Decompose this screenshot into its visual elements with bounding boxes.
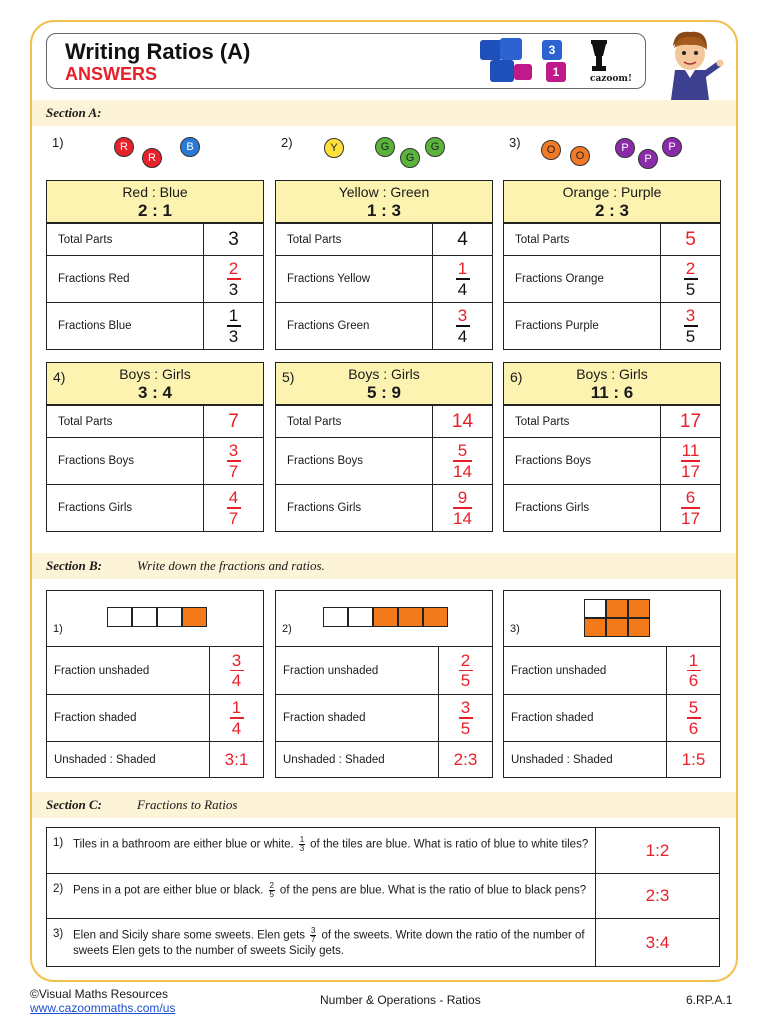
shading-diagram-area <box>47 591 263 647</box>
section-b-label: Section B: <box>46 558 102 573</box>
ratio-value: 1 : 3 <box>366 201 402 220</box>
question-number: 4) <box>53 369 66 385</box>
section-c-label: Section C: <box>46 797 102 812</box>
total-parts-label: Total Parts <box>58 415 113 428</box>
fraction-answer: $\frac{3}{7}$ <box>227 441 241 481</box>
ratio-table-6 <box>503 362 721 532</box>
question-number: 1) <box>53 837 64 849</box>
fraction-label: Fractions Girls <box>515 502 590 514</box>
fraction-row <box>504 255 720 302</box>
shaded-square <box>398 607 423 627</box>
fraction-row <box>504 302 720 349</box>
question-row <box>47 828 719 873</box>
logo-cube-blue <box>500 38 522 60</box>
fraction-answer: $\frac{3}{5}$ <box>459 698 473 738</box>
question-text: 2) Pens in a pot are either blue or black. $\frac{2}{5}$ of the pens are blue. What is the ratio of blue to black pens? <box>53 881 587 899</box>
ratio-names: Boys : Girls <box>348 366 420 382</box>
total-parts-answer: 3 <box>203 224 263 255</box>
fraction-answer: $\frac{1}{3}$ <box>227 306 241 346</box>
total-parts-answer: 4 <box>432 224 492 255</box>
ratio-answer: 3:4 <box>595 919 719 966</box>
shaded-square <box>628 599 650 618</box>
ratio-table-4 <box>46 362 264 532</box>
ratio-label: Unshaded : Shaded <box>54 753 156 766</box>
fraction-label: Fractions Blue <box>58 320 132 332</box>
shaded-square <box>628 618 650 637</box>
fraction-answer: $\frac{2}{5}$ <box>684 259 698 299</box>
total-parts-row <box>504 223 720 255</box>
worksheet-subtitle: ANSWERS <box>65 64 158 84</box>
shaded-square <box>423 607 448 627</box>
ratio-answer: 2:3 <box>595 874 719 918</box>
fraction-answer: $\frac{3}{4}$ <box>456 306 470 346</box>
fraction-row <box>47 647 263 694</box>
section-a-label: Section A: <box>46 105 102 120</box>
total-parts-label: Total Parts <box>515 415 570 428</box>
unshaded-square <box>132 607 157 627</box>
counter-q2-number: 2) <box>281 135 293 150</box>
fraction-label: Fractions Red <box>58 273 130 285</box>
fraction-row <box>47 694 263 741</box>
section-a-header <box>32 100 736 126</box>
counter-purple: P <box>662 137 682 157</box>
ratio-label: Unshaded : Shaded <box>511 753 613 766</box>
fraction-label: Fraction shaded <box>511 712 594 724</box>
section-b-instruction: Write down the fractions and ratios. <box>137 558 325 573</box>
fraction-row <box>504 437 720 484</box>
logo-cube-magenta <box>514 64 532 80</box>
fraction-label: Fractions Purple <box>515 320 599 332</box>
total-parts-row <box>47 405 263 437</box>
ratio-answer: 3:1 <box>209 742 263 777</box>
fraction-row <box>276 437 492 484</box>
total-parts-answer: 7 <box>203 406 263 437</box>
total-parts-label: Total Parts <box>515 233 570 246</box>
counter-green: G <box>375 137 395 157</box>
fraction-label: Fractions Yellow <box>287 273 371 285</box>
fractions-to-ratios-table <box>46 827 720 967</box>
question-row <box>47 918 719 966</box>
total-parts-label: Total Parts <box>58 233 113 246</box>
total-parts-row <box>47 223 263 255</box>
fraction-answer: $\frac{3}{4}$ <box>230 651 244 691</box>
shaded-square <box>584 618 606 637</box>
fraction-row <box>276 302 492 349</box>
ratio-table-1 <box>46 180 264 350</box>
fraction-answer: $\frac{4}{7}$ <box>227 488 241 528</box>
fraction-label: Fractions Boys <box>515 455 592 467</box>
ratio-table-header <box>504 181 720 223</box>
fraction-row <box>276 484 492 531</box>
fraction-row <box>276 694 492 741</box>
footer-credits <box>30 987 175 1015</box>
fraction-answer: $\frac{9}{14}$ <box>453 488 472 528</box>
counter-blue: B <box>180 137 200 157</box>
ratio-value: 2 : 1 <box>137 201 173 220</box>
logo-cube-blue <box>490 60 514 82</box>
fraction-label: Fraction shaded <box>54 712 137 724</box>
total-parts-answer: 5 <box>660 224 720 255</box>
logo-cube-3: 3 <box>542 40 562 60</box>
ratio-answer: 2:3 <box>438 742 492 777</box>
question-text: 1) Tiles in a bathroom are either blue or white. $\frac{1}{3}$ of the tiles are blue. What is ratio of blue to white tiles? <box>53 835 589 853</box>
counter-green: G <box>425 137 445 157</box>
total-parts-answer: 17 <box>660 406 720 437</box>
fraction-row <box>504 647 720 694</box>
shading-table-3 <box>503 590 721 778</box>
counter-purple: P <box>638 149 658 169</box>
question-row <box>47 873 719 918</box>
ratio-table-2 <box>275 180 493 350</box>
fraction-label: Fractions Green <box>287 320 370 332</box>
shading-table-1 <box>46 590 264 778</box>
footer-topic: Number & Operations - Ratios <box>320 993 481 1007</box>
section-c-header <box>32 792 736 818</box>
website-link[interactable]: www.cazoommaths.com/us <box>30 1001 176 1015</box>
counter-purple: P <box>615 138 635 158</box>
fraction-answer: $\frac{5}{6}$ <box>687 698 701 738</box>
counter-orange: O <box>541 140 561 160</box>
ratio-names: Boys : Girls <box>576 366 648 382</box>
fraction-row <box>47 255 263 302</box>
worksheet-title: Writing Ratios (A) <box>65 39 251 64</box>
total-parts-answer: 14 <box>432 406 492 437</box>
ratio-table-header <box>504 363 720 405</box>
inline-fraction: $\frac{3}{7}$ <box>311 926 316 944</box>
ratio-table-header <box>276 363 492 405</box>
counter-yellow: Y <box>324 138 344 158</box>
ratio-row <box>47 741 263 777</box>
ratio-table-header <box>47 363 263 405</box>
fraction-label: Fraction unshaded <box>511 664 607 677</box>
question-number: 3) <box>53 928 64 940</box>
question-number: 2) <box>282 623 292 635</box>
fraction-label: Fractions Orange <box>515 273 604 285</box>
fraction-answer: $\frac{2}{5}$ <box>459 651 473 691</box>
section-c-instruction: Fractions to Ratios <box>137 797 238 812</box>
counter-q1-number: 1) <box>52 135 64 150</box>
fraction-label: Fractions Boys <box>58 455 135 467</box>
fraction-row <box>276 255 492 302</box>
ratio-names: Boys : Girls <box>119 366 191 382</box>
total-parts-row <box>276 223 492 255</box>
inline-fraction: $\frac{2}{5}$ <box>269 881 274 899</box>
total-parts-row <box>276 405 492 437</box>
ratio-names: Orange : Purple <box>562 184 662 200</box>
footer-standard-code: 6.RP.A.1 <box>686 993 733 1007</box>
section-b-header <box>32 553 736 579</box>
unshaded-square <box>348 607 373 627</box>
unshaded-square <box>107 607 132 627</box>
fraction-row <box>47 437 263 484</box>
shaded-square <box>373 607 398 627</box>
fraction-row <box>276 647 492 694</box>
total-parts-row <box>504 405 720 437</box>
fraction-answer: $\frac{2}{3}$ <box>227 259 241 299</box>
ratio-table-3 <box>503 180 721 350</box>
fraction-row <box>504 694 720 741</box>
brand-text: cazoom! <box>590 74 632 84</box>
ratio-row <box>276 741 492 777</box>
fraction-label: Fractions Girls <box>287 502 362 514</box>
inline-fraction: $\frac{1}{3}$ <box>299 835 305 853</box>
fraction-label: Fraction shaded <box>283 712 366 724</box>
ratio-row <box>504 741 720 777</box>
question-number: 3) <box>510 623 520 635</box>
ratio-table-header <box>276 181 492 223</box>
total-parts-label: Total Parts <box>287 415 342 428</box>
fraction-row <box>504 484 720 531</box>
counter-red: R <box>142 148 162 168</box>
shading-diagram-area <box>276 591 492 647</box>
fraction-answer: $\frac{1}{6}$ <box>687 651 701 691</box>
ratio-answer: 1:5 <box>666 742 720 777</box>
fraction-row <box>47 484 263 531</box>
fraction-answer: $\frac{11}{17}$ <box>681 441 700 481</box>
fraction-answer: $\frac{1}{4}$ <box>230 698 244 738</box>
ratio-names: Yellow : Green <box>338 184 430 200</box>
counter-red: R <box>114 137 134 157</box>
ratio-label: Unshaded : Shaded <box>283 753 385 766</box>
ratio-value: 11 : 6 <box>590 383 634 402</box>
fraction-label: Fraction unshaded <box>283 664 379 677</box>
fraction-row <box>47 302 263 349</box>
fraction-answer: $\frac{3}{5}$ <box>684 306 698 346</box>
ratio-value: 3 : 4 <box>137 383 173 402</box>
logo-cube-blue <box>480 40 502 60</box>
ratio-table-5 <box>275 362 493 532</box>
total-parts-label: Total Parts <box>287 233 342 246</box>
counter-orange: O <box>570 146 590 166</box>
unshaded-square <box>157 607 182 627</box>
fraction-answer: $\frac{1}{4}$ <box>456 259 470 299</box>
copyright-text: ©Visual Maths Resources <box>30 987 169 1001</box>
fraction-label: Fractions Girls <box>58 502 133 514</box>
question-number: 2) <box>53 883 64 895</box>
fraction-label: Fraction unshaded <box>54 664 150 677</box>
shaded-square <box>182 607 207 627</box>
unshaded-square <box>323 607 348 627</box>
counter-green: G <box>400 148 420 168</box>
shaded-square <box>606 599 628 618</box>
question-text: 3) Elen and Sicily share some sweets. Elen gets $\frac{3}{7}$ of the sweets. Write down the ratio of the number of sweets Elen gets to the number of sweets Sicily gets. <box>53 926 585 957</box>
shading-table-2 <box>275 590 493 778</box>
question-number: 6) <box>510 369 523 385</box>
counter-q3-number: 3) <box>509 135 521 150</box>
shading-diagram-area <box>504 591 720 647</box>
ratio-value: 5 : 9 <box>366 383 402 402</box>
ratio-table-header <box>47 181 263 223</box>
fraction-label: Fractions Boys <box>287 455 364 467</box>
cazoom-logo <box>480 38 640 86</box>
ratio-answer: 1:2 <box>595 828 719 873</box>
ratio-names: Red : Blue <box>122 184 188 200</box>
trophy-icon <box>588 40 610 72</box>
ratio-value: 2 : 3 <box>594 201 630 220</box>
logo-cube-1: 1 <box>546 62 566 82</box>
fraction-answer: $\frac{5}{14}$ <box>453 441 472 481</box>
question-number: 1) <box>53 623 63 635</box>
shaded-square <box>606 618 628 637</box>
unshaded-square <box>584 599 606 618</box>
question-number: 5) <box>282 369 295 385</box>
fraction-answer: $\frac{6}{17}$ <box>681 488 700 528</box>
